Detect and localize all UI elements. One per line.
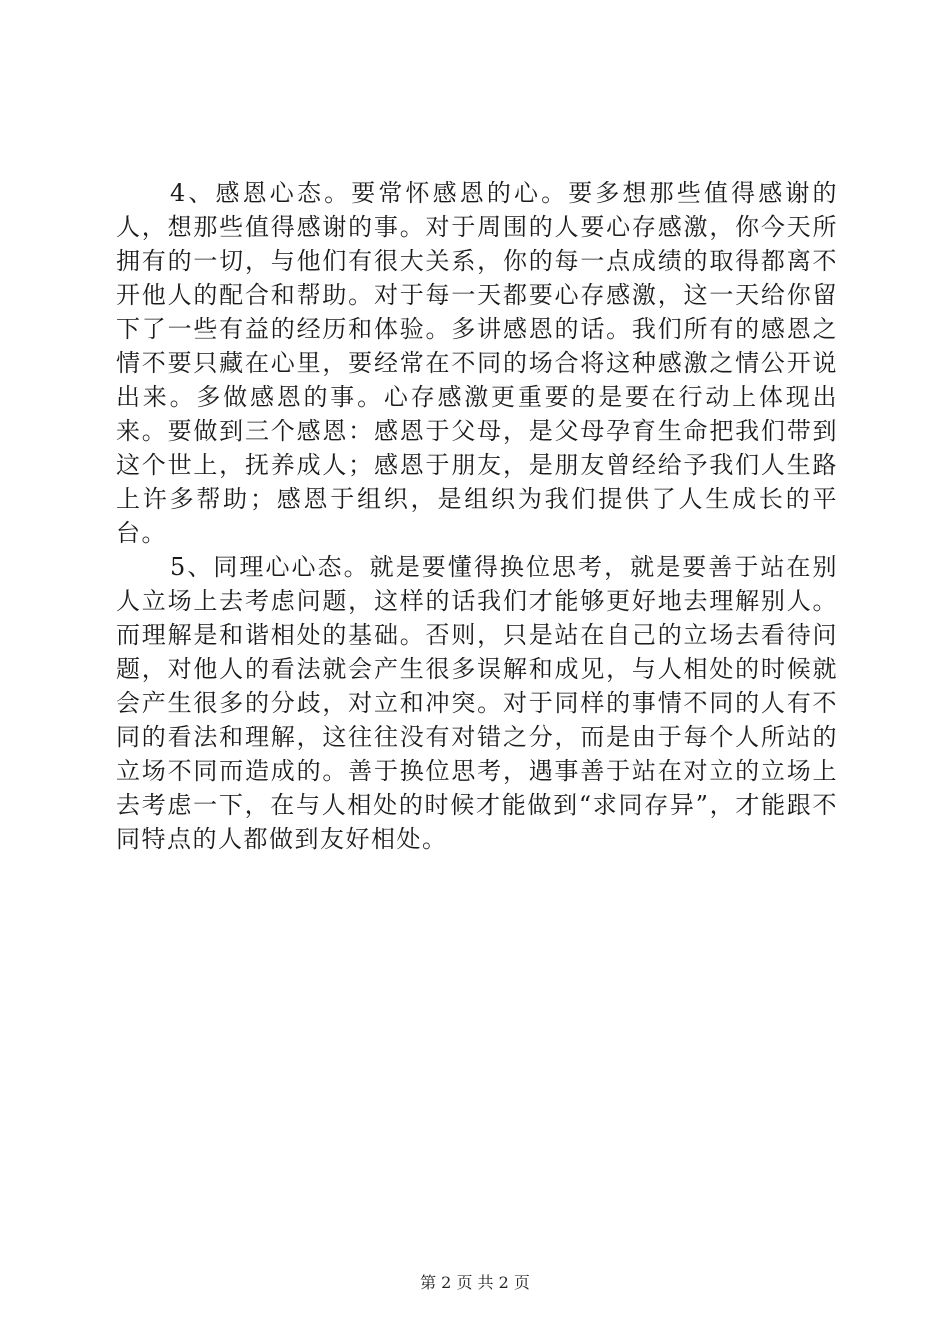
page-number-footer: 第 2 页 共 2 页 [420,1273,530,1292]
document-body [116,176,838,856]
paragraph-gratitude-mindset: 4、感恩心态。要常怀感恩的心。要多想那些值得感谢的人，想那些值得感谢的事。对于周围的人要心存感激，你今天所拥有的一切，与他们有很大关系，你的每一点成绩的取得都离不开他人的配合和帮助。对于每一天都要心存感激，这一天给你留下了一些有益的经历和体验。多讲感恩的话。我们所有的感恩之情不要只藏在心里，要经常在不同的场合将这种感激之情公开说出来。多做感恩的事。心存感激更重要的是要在行动上体现出来。要做到三个感恩：感恩于父母，是父母孕育生命把我们带到这个世上，抚养成人；感恩于朋友，是朋友曾经给予我们人生路上许多帮助；感恩于组织，是组织为我们提供了人生成长的平台。 [116,179,838,547]
paragraph-empathy-mindset: 5、同理心心态。就是要懂得换位思考，就是要善于站在别人立场上去考虑问题，这样的话我们才能够更好地去理解别人。而理解是和谐相处的基础。否则，只是站在自己的立场去看待问题，对他人的看法就会产生很多误解和成见，与人相处的时候就会产生很多的分歧，对立和冲突。对于同样的事情不同的人有不同的看法和理解，这往往没有对错之分，而是由于每个人所站的立场不同而造成的。善于换位思考，遇事善于站在对立的立场上去考虑一下，在与人相处的时候才能做到“求同存异”，才能跟不同特点的人都做到友好相处。 [116,553,838,853]
